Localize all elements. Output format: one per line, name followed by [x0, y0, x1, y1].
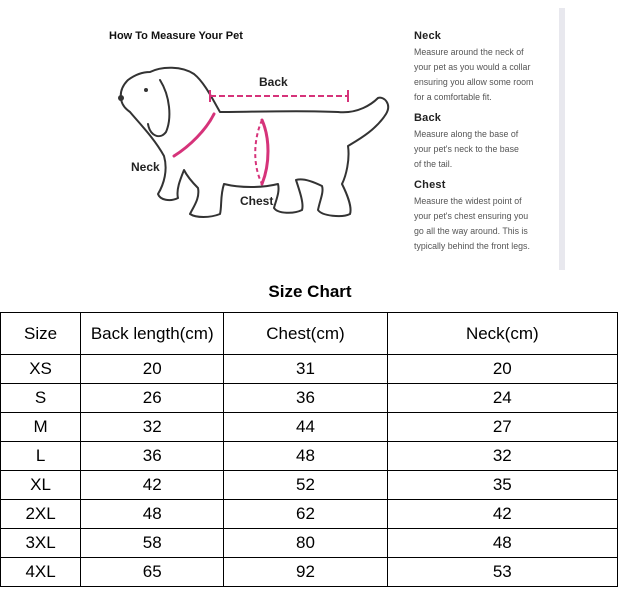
cell-chest: 62	[224, 500, 387, 529]
cell-size: 2XL	[1, 500, 81, 529]
table-row	[1, 442, 618, 471]
cell-neck: 27	[387, 413, 617, 442]
back-label: Back	[259, 75, 288, 89]
chest-label: Chest	[240, 194, 274, 208]
cell-chest: 52	[224, 471, 387, 500]
cell-back-length: 26	[81, 384, 224, 413]
cell-chest: 80	[224, 529, 387, 558]
table-row	[1, 471, 618, 500]
info-neck	[414, 30, 559, 105]
cell-size: 3XL	[1, 529, 81, 558]
cell-neck: 35	[387, 471, 617, 500]
measure-title: How To Measure Your Pet	[109, 30, 243, 42]
info-back	[414, 112, 559, 172]
table-row	[1, 500, 618, 529]
table-row	[1, 558, 618, 587]
cell-neck: 48	[387, 529, 617, 558]
cell-chest: 48	[224, 442, 387, 471]
cell-neck: 42	[387, 500, 617, 529]
cell-size: M	[1, 413, 81, 442]
cell-back-length: 20	[81, 355, 224, 384]
cell-chest: 31	[224, 355, 387, 384]
measure-instructions	[414, 30, 559, 261]
cell-neck: 20	[387, 355, 617, 384]
measure-guide	[0, 0, 620, 272]
size-chart-title: Size Chart	[268, 282, 352, 301]
cell-size: XS	[1, 355, 81, 384]
cell-neck: 24	[387, 384, 617, 413]
info-chest	[414, 179, 559, 254]
chest-measure-band	[262, 120, 268, 184]
header-neck: Neck(cm)	[387, 313, 617, 355]
cell-chest: 36	[224, 384, 387, 413]
cell-back-length: 65	[81, 558, 224, 587]
cell-back-length: 42	[81, 471, 224, 500]
info-back-text: Measure along the base of your pet's neck to the base of the tail.	[414, 129, 519, 169]
info-neck-text: Measure around the neck of your pet as you would a collar ensuring you allow some room for a comfortable fit.	[414, 47, 534, 102]
header-back-length: Back length(cm)	[81, 313, 224, 355]
size-chart-table	[0, 312, 618, 587]
neck-label: Neck	[131, 160, 160, 174]
cell-back-length: 48	[81, 500, 224, 529]
dog-nose	[118, 95, 124, 101]
table-row	[1, 384, 618, 413]
info-neck-heading: Neck	[414, 30, 442, 42]
table-row	[1, 355, 618, 384]
cell-back-length: 58	[81, 529, 224, 558]
dog-ear-outline	[148, 80, 169, 136]
cell-size: XL	[1, 471, 81, 500]
cell-size: S	[1, 384, 81, 413]
header-size: Size	[1, 313, 81, 355]
dog-outline-diagram	[0, 0, 420, 272]
neck-measure-band	[174, 114, 214, 156]
table-header-row	[1, 313, 618, 355]
table-row	[1, 413, 618, 442]
cell-chest: 44	[224, 413, 387, 442]
info-panel-edge	[559, 8, 565, 270]
cell-chest: 92	[224, 558, 387, 587]
info-back-heading: Back	[414, 112, 442, 124]
chest-measure-band-back	[255, 120, 262, 184]
dog-eye	[144, 88, 148, 92]
cell-neck: 53	[387, 558, 617, 587]
cell-back-length: 32	[81, 413, 224, 442]
header-chest: Chest(cm)	[224, 313, 387, 355]
info-chest-text: Measure the widest point of your pet's chest ensuring you go all the way around. This is typically behind the front legs.	[414, 196, 530, 251]
cell-size: 4XL	[1, 558, 81, 587]
info-chest-heading: Chest	[414, 179, 446, 191]
cell-size: L	[1, 442, 81, 471]
table-row	[1, 529, 618, 558]
cell-neck: 32	[387, 442, 617, 471]
cell-back-length: 36	[81, 442, 224, 471]
